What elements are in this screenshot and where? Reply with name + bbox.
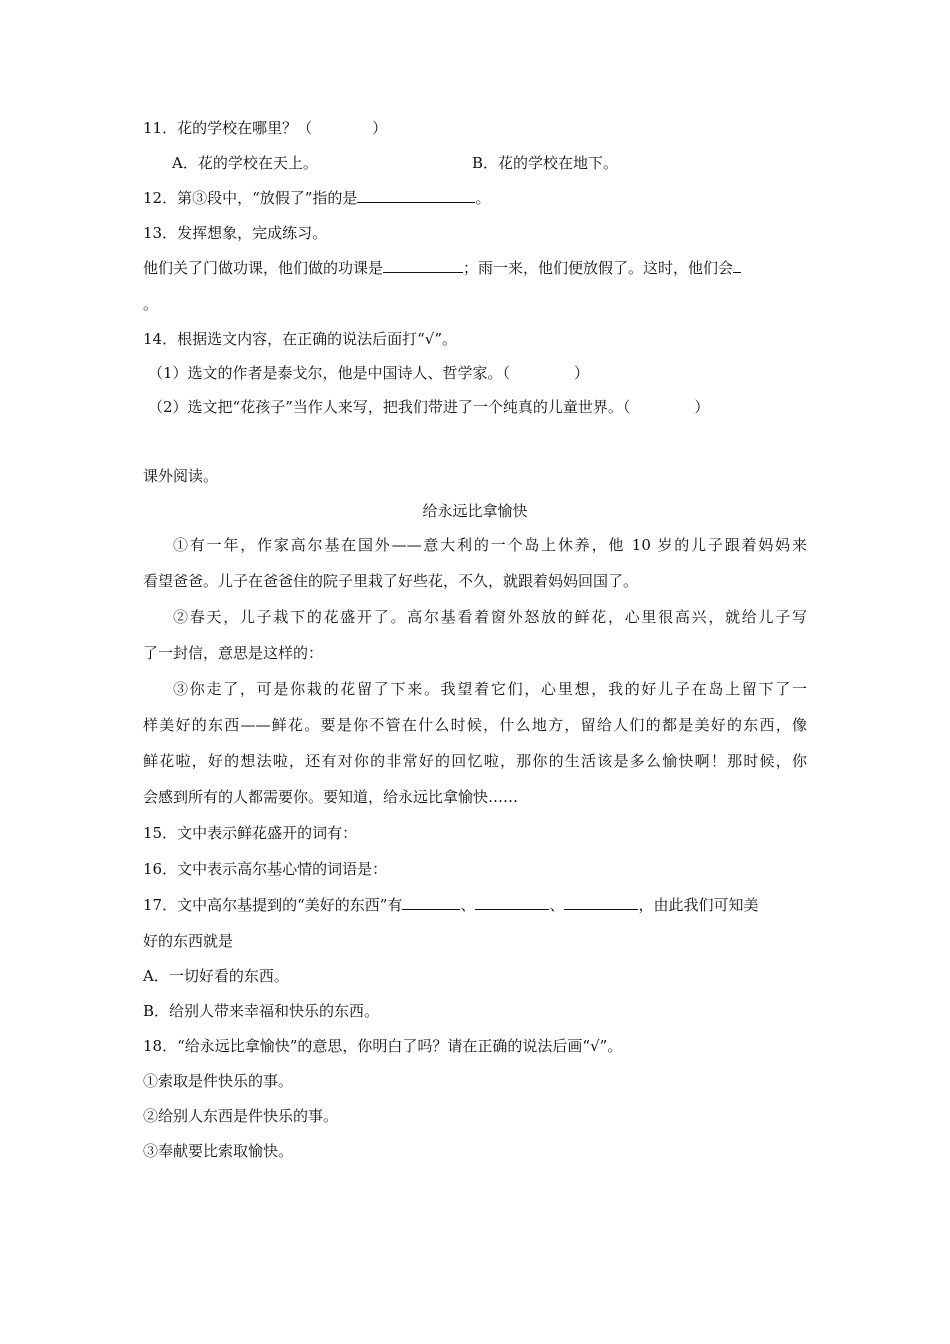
question-12 <box>143 188 490 208</box>
question-14-item-2 <box>148 397 709 417</box>
question-12-end: 。 <box>475 189 491 207</box>
question-17-option-b: B．给别人带来幸福和快乐的东西。 <box>143 1002 380 1020</box>
answer-blank[interactable] <box>402 895 460 910</box>
separator: 、 <box>460 896 476 914</box>
question-14-item-1-close: ） <box>574 364 590 382</box>
passage-p2-line-1: ②春天，儿子栽下的花盛开了。高尔基看着窗外怒放的鲜花，心里很高兴，就给儿子写 <box>173 608 807 626</box>
answer-blank[interactable] <box>383 258 463 273</box>
question-18: 18．“给永远比拿愉快”的意思，你明白了吗？请在正确的说法后画“√”。 <box>143 1037 623 1055</box>
question-14-item-2-close: ） <box>694 398 710 416</box>
passage-p1-line-1: ①有一年，作家高尔基在国外——意大利的一个岛上休养，他 10 岁的儿子跟着妈妈来 <box>173 536 807 554</box>
passage-p2-line-2: 了一封信，意思是这样的： <box>143 644 324 662</box>
passage-p3-line-4: 会感到所有的人都需要你。要知道，给永远比拿愉快…… <box>143 788 519 806</box>
question-15: 15．文中表示鲜花盛开的词有： <box>143 824 358 842</box>
separator: 、 <box>549 896 565 914</box>
section-heading: 课外阅读。 <box>143 467 219 485</box>
question-17-line-2: 好的东西就是 <box>143 932 234 950</box>
question-11-option-a: A．花的学校在天上。 <box>172 154 318 172</box>
question-18-item-2: ②给别人东西是件快乐的事。 <box>143 1107 339 1125</box>
question-14-item-1-text: （1）选文的作者是泰戈尔，他是中国诗人、哲学家。（ <box>148 364 511 382</box>
question-18-item-3: ③奉献要比索取愉快。 <box>143 1142 294 1160</box>
passage-title: 给永远比拿愉快 <box>422 502 528 520</box>
answer-blank[interactable] <box>564 895 638 910</box>
question-13-line-1 <box>143 258 741 278</box>
question-17 <box>143 895 758 915</box>
question-11-paren-close: ） <box>372 119 388 137</box>
passage-p3-line-3: 鲜花啦，好的想法啦，还有对你的非常好的回忆啦，那你的生活该是多么愉快啊！那时候，你 <box>143 752 807 770</box>
question-11 <box>143 118 387 138</box>
question-13-line-2: 。 <box>143 295 159 313</box>
question-11-text: 11．花的学校在哪里？（ <box>143 119 313 137</box>
question-13: 13．发挥想象，完成练习。 <box>143 224 328 242</box>
answer-blank[interactable] <box>475 895 549 910</box>
passage-p3-line-1: ③你走了，可是你栽的花留了下来。我望着它们，心里想，我的好儿子在岛上留下了一 <box>173 680 807 698</box>
question-18-item-1: ①索取是件快乐的事。 <box>143 1072 294 1090</box>
question-13-line-1-rest: ；雨一来，他们便放假了。这时，他们会 <box>463 259 734 277</box>
passage-p1-line-2: 看望爸爸。儿子在爸爸住的院子里栽了好些花，不久，就跟着妈妈回国了。 <box>143 572 639 590</box>
question-11-option-b: B．花的学校在地下。 <box>472 154 619 172</box>
question-17-rest: ，由此我们可知美 <box>638 896 759 914</box>
question-16: 16．文中表示高尔基心情的词语是： <box>143 860 388 878</box>
question-13-line-1-text: 他们关了门做功课，他们做的功课是 <box>143 259 384 277</box>
question-17-option-a: A．一切好看的东西。 <box>143 967 289 985</box>
question-14: 14．根据选文内容，在正确的说法后面打“√”。 <box>143 330 457 348</box>
question-17-text: 17．文中高尔基提到的“美好的东西”有 <box>143 896 403 914</box>
question-12-text: 12．第③段中，“放假了”指的是 <box>143 189 358 207</box>
answer-blank[interactable] <box>357 188 475 203</box>
answer-blank[interactable] <box>733 258 741 273</box>
question-14-item-1 <box>148 363 589 383</box>
question-14-item-2-text: （2）选文把“花孩子”当作人来写，把我们带进了一个纯真的儿童世界。（ <box>148 398 631 416</box>
passage-p3-line-2: 样美好的东西——鲜花。要是你不管在什么时候，什么地方，留给人们的都是美好的东西，像 <box>143 716 807 734</box>
